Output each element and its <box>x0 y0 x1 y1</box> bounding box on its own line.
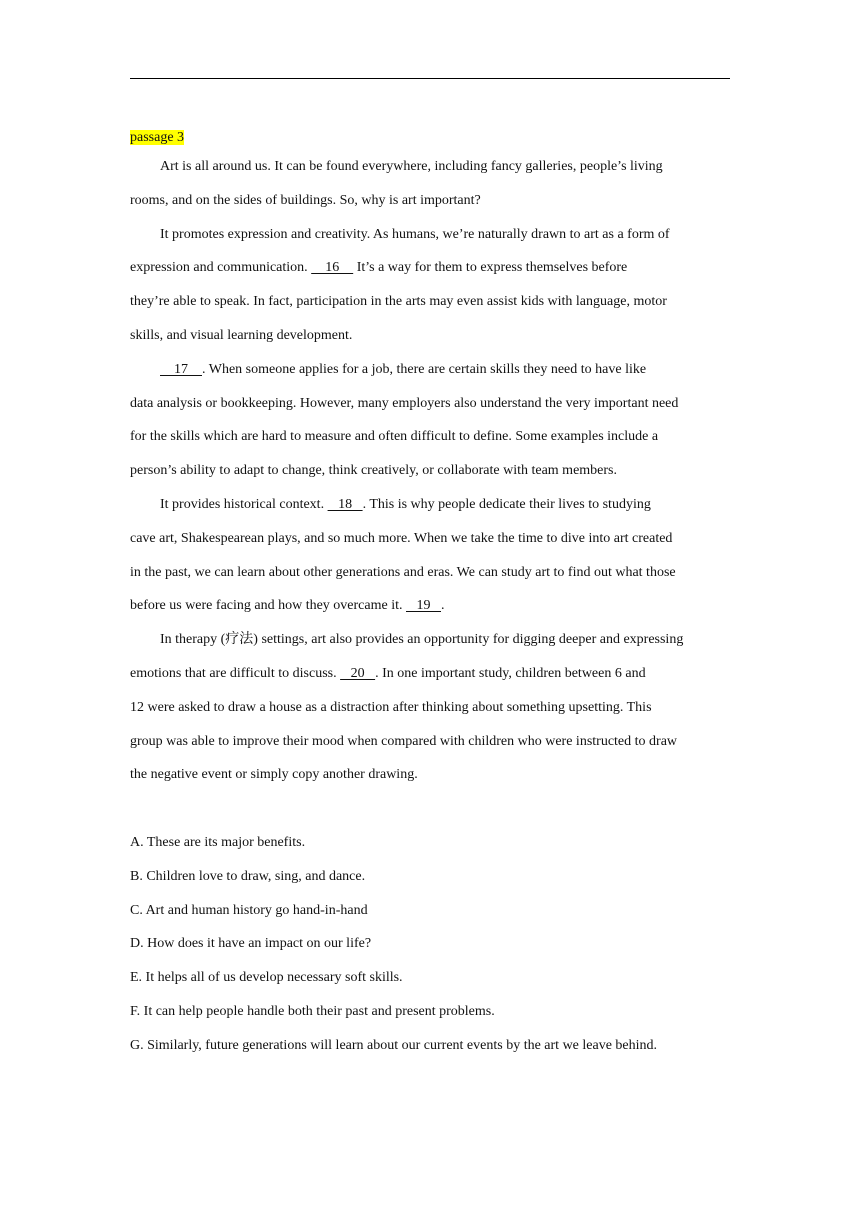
paragraph-line: before us were facing and how they overcame it. 19 . <box>130 598 445 613</box>
option-c: C. Art and human history go hand-in-hand <box>130 903 368 918</box>
paragraph-line: data analysis or bookkeeping. However, many employers also understand the very important need <box>130 396 679 411</box>
paragraph-line: emotions that are difficult to discuss. 20 . In one important study, children between 6 and <box>130 666 646 681</box>
paragraph-line: in the past, we can learn about other generations and eras. We can study art to find out what those <box>130 565 676 580</box>
blank-19: 19 <box>406 598 441 613</box>
paragraph-line: rooms, and on the sides of buildings. So, why is art important? <box>130 193 481 208</box>
blank-18: 18 <box>327 497 363 512</box>
paragraph-line: group was able to improve their mood when compared with children who were instructed to draw <box>130 734 678 749</box>
option-b: B. Children love to draw, sing, and dance. <box>130 869 366 884</box>
passage-label-line <box>130 128 730 148</box>
paragraph-line: It promotes expression and creativity. As humans, we’re naturally drawn to art as a form of <box>160 227 670 242</box>
paragraph-line: cave art, Shakespearean plays, and so much more. When we take the time to dive into art created <box>130 531 673 546</box>
blank-17: 17 <box>160 362 202 377</box>
option-f: F. It can help people handle both their past and present problems. <box>130 1004 495 1019</box>
paragraph-line: skills, and visual learning development. <box>130 328 353 343</box>
passage-label: passage 3 <box>130 130 185 145</box>
option-a: A. These are its major benefits. <box>130 835 306 850</box>
option-g: G. Similarly, future generations will learn about our current events by the art we leave behind. <box>130 1038 658 1053</box>
paragraph-line: 17 . When someone applies for a job, there are certain skills they need to have like <box>160 362 647 377</box>
blank-20: 20 <box>340 666 376 681</box>
paragraph-line: expression and communication. 16 It’s a way for them to express themselves before <box>130 260 628 275</box>
paragraph-line: person’s ability to adapt to change, think creatively, or collaborate with team members. <box>130 463 617 478</box>
paragraph-line: the negative event or simply copy another drawing. <box>130 767 418 782</box>
option-d: D. How does it have an impact on our life? <box>130 936 372 951</box>
paragraph-line: It provides historical context. 18 . This is why people dedicate their lives to studying <box>160 497 651 512</box>
option-e: E. It helps all of us develop necessary soft skills. <box>130 970 403 985</box>
blank-16: 16 <box>311 260 354 275</box>
paragraph-line: Art is all around us. It can be found everywhere, including fancy galleries, people’s living <box>160 159 663 174</box>
paragraph-line: In therapy (疗法) settings, art also provides an opportunity for digging deeper and expressing <box>160 632 684 647</box>
paragraph-line: they’re able to speak. In fact, participation in the arts may even assist kids with language, motor <box>130 294 667 309</box>
paragraph-line: 12 were asked to draw a house as a distraction after thinking about something upsetting. This <box>130 700 652 715</box>
paragraph-line: for the skills which are hard to measure and often difficult to define. Some examples include a <box>130 429 659 444</box>
header-rule <box>130 78 730 79</box>
